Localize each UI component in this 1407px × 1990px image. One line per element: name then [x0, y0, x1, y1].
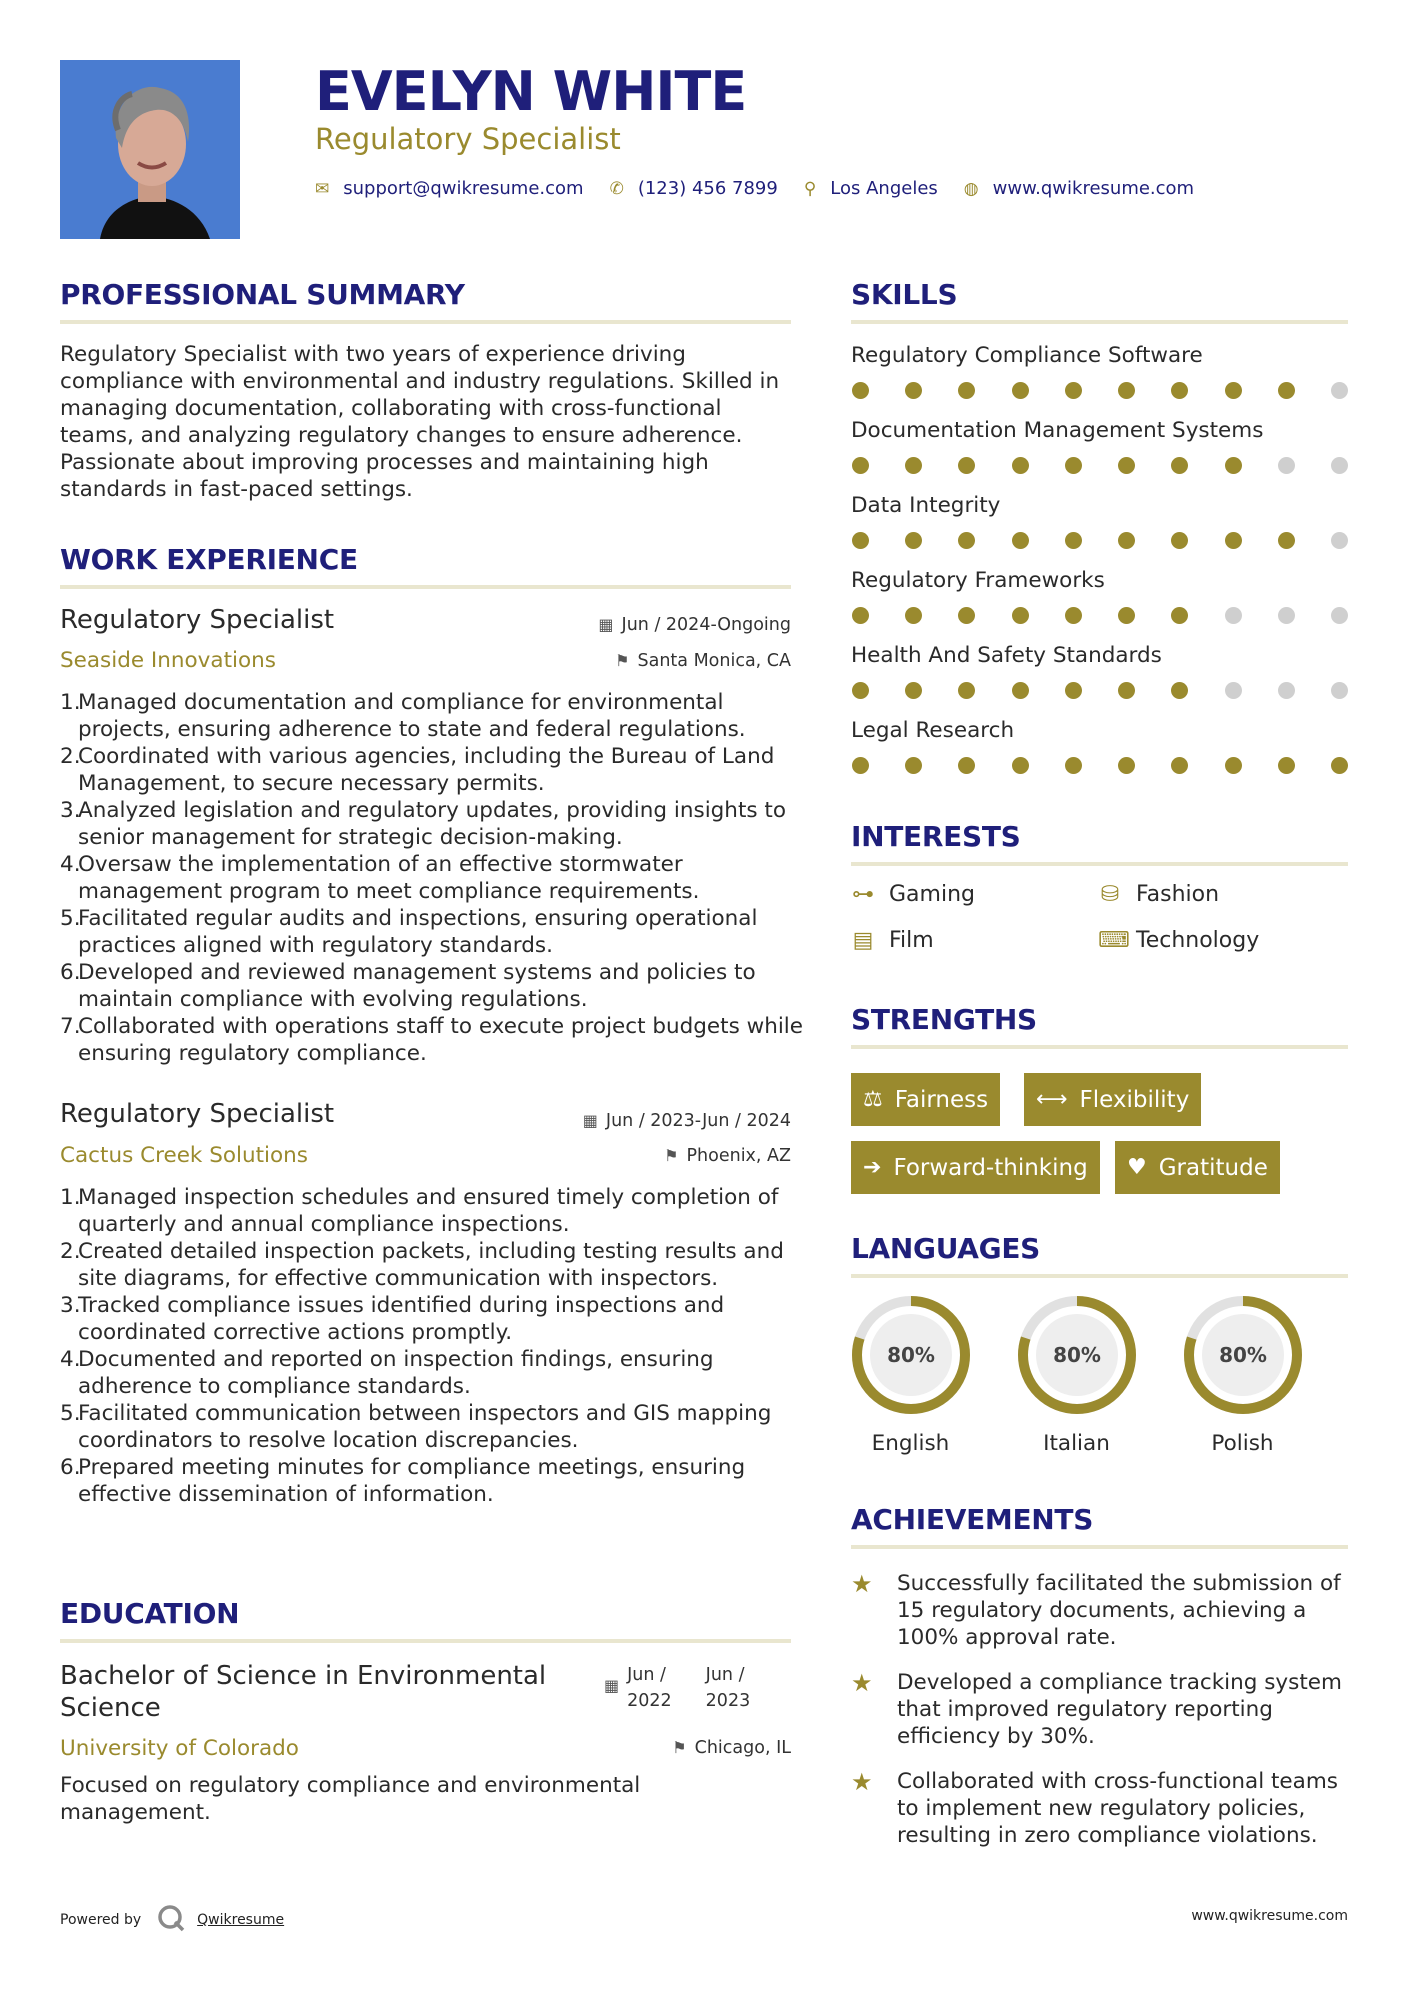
skill-dot-filled [1225, 532, 1242, 549]
envelope-icon: ✉ [315, 178, 330, 199]
language-progress-ring [1015, 1293, 1139, 1417]
strength-gratitude [1115, 1141, 1280, 1194]
list-item: Collaborated with operations staff to execute project budgets while ensuring regulatory compliance. [78, 1014, 804, 1066]
language-polish [1180, 1293, 1305, 1456]
job-2-date [583, 1111, 791, 1131]
skill-dot-filled [1278, 382, 1295, 399]
map-pin-icon: ⚲ [803, 178, 817, 199]
job-1-role: Regulatory Specialist [60, 605, 335, 635]
skill-dot-filled [852, 607, 869, 624]
interest-label: Gaming [889, 882, 975, 907]
achievement-text: Successfully facilitated the submission of 15 regulatory documents, achieving a 100% approval rate. [897, 1571, 1341, 1650]
list-item: Documented and reported on inspection findings, ensuring adherence to compliance standards. [78, 1347, 714, 1399]
gamepad-icon: ⊶ [852, 882, 874, 907]
job-2-location-text: Phoenix, AZ [686, 1146, 791, 1166]
job-1-company: Seaside Innovations [60, 648, 276, 673]
skill-dot-filled [958, 457, 975, 474]
skill-dot-filled [1171, 757, 1188, 774]
interests-divider [851, 862, 1348, 866]
interest-label: Film [889, 928, 934, 953]
candidate-name: EVELYN WHITE [315, 60, 747, 123]
education-start-month: Jun / [627, 1665, 666, 1685]
footer-site-link[interactable]: www.qwikresume.com [1191, 1908, 1348, 1924]
skill-dot-filled [1171, 532, 1188, 549]
contact-location-text: Los Angeles [830, 178, 938, 199]
skill-dot-empty [1331, 682, 1348, 699]
skill-dot-filled [1065, 532, 1082, 549]
achievement-item [851, 1669, 1347, 1750]
skill-dot-empty [1278, 682, 1295, 699]
education-heading: EDUCATION [60, 1597, 240, 1630]
education-location [672, 1738, 791, 1758]
strength-flexibility [1024, 1073, 1201, 1126]
skill-dot-filled [905, 382, 922, 399]
skill-dot-filled [1118, 532, 1135, 549]
education-location-text: Chicago, IL [694, 1738, 791, 1758]
skill-rating [852, 457, 1348, 477]
contact-website[interactable] [964, 178, 1194, 199]
education-start-year: 2022 [627, 1691, 672, 1711]
language-percent: 80% [886, 1343, 935, 1367]
achievement-text: Developed a compliance tracking system that improved regulatory reporting efficiency by 30%. [897, 1670, 1342, 1749]
skill-dot-filled [1065, 607, 1082, 624]
interest-label: Technology [1136, 928, 1260, 953]
skill-dot-filled [1118, 757, 1135, 774]
skill-dot-empty [1331, 382, 1348, 399]
skill-dot-filled [1118, 682, 1135, 699]
pushpin-icon: ⚑ [664, 1146, 679, 1165]
job-2-location [664, 1146, 791, 1166]
job-2-company: Cactus Creek Solutions [60, 1143, 309, 1168]
skill-dot-filled [1065, 757, 1082, 774]
experience-divider [60, 585, 791, 589]
experience-heading: WORK EXPERIENCE [60, 543, 358, 576]
calendar-icon: ▦ [604, 1676, 620, 1695]
skill-rating [852, 607, 1348, 627]
contact-email[interactable] [315, 178, 584, 199]
job-1-location [615, 651, 791, 671]
skill-name: Regulatory Frameworks [851, 568, 1105, 593]
skill-name: Health And Safety Standards [851, 643, 1162, 668]
skills-divider [851, 320, 1348, 324]
footer-powered [60, 1904, 284, 1936]
star-icon: ★ [851, 1768, 873, 1796]
skill-dot-empty [1331, 532, 1348, 549]
skill-dot-filled [1012, 607, 1029, 624]
language-percent: 80% [1052, 1343, 1101, 1367]
skill-dot-empty [1225, 682, 1242, 699]
skill-dot-filled [905, 532, 922, 549]
skill-name: Regulatory Compliance Software [851, 343, 1203, 368]
skill-name: Legal Research [851, 718, 1015, 743]
skill-rating [852, 682, 1348, 702]
job-2-role: Regulatory Specialist [60, 1099, 335, 1129]
contact-location [804, 178, 938, 199]
achievement-text: Collaborated with cross-functional teams to implement new regulatory policies, resulting in zero compliance violations. [897, 1769, 1338, 1848]
skill-dot-filled [1065, 682, 1082, 699]
list-item: Managed inspection schedules and ensured timely completion of quarterly and annual compliance inspections. [78, 1185, 779, 1237]
education-divider [60, 1639, 791, 1643]
skill-dot-filled [1278, 532, 1295, 549]
languages-divider [851, 1274, 1348, 1278]
strengths-heading: STRENGTHS [851, 1003, 1037, 1036]
skill-dot-filled [1171, 682, 1188, 699]
skill-dot-filled [1118, 607, 1135, 624]
strength-label: Fairness [894, 1086, 989, 1113]
skill-dot-empty [1225, 607, 1242, 624]
skill-dot-filled [958, 532, 975, 549]
skill-dot-filled [1225, 757, 1242, 774]
skill-dot-filled [852, 757, 869, 774]
calendar-icon: ▦ [582, 1111, 598, 1130]
phone-icon: ✆ [609, 178, 624, 199]
contact-bar [315, 178, 1220, 199]
contact-phone[interactable] [610, 178, 778, 199]
strength-label: Flexibility [1079, 1086, 1190, 1113]
education-degree: Bachelor of Science in Environmental Science [60, 1661, 547, 1723]
star-icon: ★ [851, 1570, 873, 1598]
interest-fashion [1098, 882, 1219, 907]
shopping-bag-icon: ⛁ [1100, 882, 1120, 907]
interest-technology [1098, 928, 1259, 953]
education-dates [604, 1662, 750, 1714]
list-item: Managed documentation and compliance for environmental projects, ensuring adherence to state and federal regulations. [78, 690, 746, 742]
skill-name: Data Integrity [851, 493, 1001, 518]
achievements-divider [851, 1545, 1348, 1549]
list-item: Created detailed inspection packets, including testing results and site diagrams, for effective communication with inspectors. [78, 1239, 784, 1291]
achievement-item [851, 1570, 1347, 1651]
language-name: Polish [1211, 1431, 1274, 1456]
skill-dot-filled [1012, 532, 1029, 549]
education-school: University of Colorado [60, 1736, 299, 1761]
skill-dot-filled [852, 532, 869, 549]
strength-label: Gratitude [1158, 1154, 1268, 1181]
qwikresume-logo-icon [157, 1904, 185, 1936]
strength-label: Forward-thinking [893, 1154, 1088, 1181]
language-progress-ring [849, 1293, 973, 1417]
arrows-horizontal-icon: ⟷ [1036, 1087, 1068, 1112]
list-item: Facilitated regular audits and inspections, ensuring operational practices aligned with regulatory standards. [78, 906, 758, 958]
contact-email-text: support@qwikresume.com [343, 178, 584, 199]
skill-dot-filled [1278, 757, 1295, 774]
skill-dot-filled [958, 607, 975, 624]
skill-dot-filled [1012, 757, 1029, 774]
skill-dot-filled [1012, 457, 1029, 474]
education-description: Focused on regulatory compliance and environmental management. [60, 1773, 641, 1825]
skill-dot-filled [905, 607, 922, 624]
interest-label: Fashion [1136, 882, 1220, 907]
skill-dot-filled [1225, 457, 1242, 474]
skill-dot-filled [1171, 382, 1188, 399]
contact-phone-text: (123) 456 7899 [637, 178, 778, 199]
skill-dot-filled [852, 682, 869, 699]
skill-dot-filled [958, 682, 975, 699]
skill-dot-empty [1331, 457, 1348, 474]
skill-dot-empty [1278, 457, 1295, 474]
language-italian [1014, 1293, 1139, 1456]
language-name: English [871, 1431, 950, 1456]
interest-gaming [851, 882, 975, 907]
education-start [627, 1662, 672, 1714]
skill-dot-filled [1012, 682, 1029, 699]
candidate-title: Regulatory Specialist [315, 122, 621, 156]
education-end-year: 2023 [705, 1691, 751, 1711]
skill-dot-filled [958, 382, 975, 399]
list-item: Tracked compliance issues identified during inspections and coordinated corrective actions promptly. [78, 1293, 725, 1345]
language-name: Italian [1043, 1431, 1110, 1456]
skill-dot-filled [958, 757, 975, 774]
summary-divider [60, 320, 791, 324]
skill-dot-filled [1118, 457, 1135, 474]
skill-dot-filled [1171, 457, 1188, 474]
footer-powered-label: Powered by [60, 1912, 142, 1928]
skill-name: Documentation Management Systems [851, 418, 1264, 443]
skill-dot-filled [1118, 382, 1135, 399]
achievement-item [851, 1768, 1347, 1849]
interest-film [851, 928, 934, 953]
skill-rating [852, 532, 1348, 552]
calendar-icon: ▦ [598, 615, 614, 634]
arrow-right-icon: ➔ [863, 1155, 882, 1180]
job-1-bullets [60, 689, 813, 1067]
list-item: Prepared meeting minutes for compliance meetings, ensuring effective dissemination of information. [78, 1455, 746, 1507]
pushpin-icon: ⚑ [672, 1738, 687, 1757]
language-english [848, 1293, 973, 1456]
list-item: Facilitated communication between inspectors and GIS mapping coordinators to resolve location discrepancies. [78, 1401, 772, 1453]
skill-rating [852, 757, 1348, 777]
skill-dot-filled [905, 757, 922, 774]
summary-text: Regulatory Specialist with two years of experience driving compliance with environmental and industry regulations. Skilled in managing documentation, collaborating with cross-functional teams, and analyzing regulatory changes to ensure adherence. Passionate about improving processes and maintaining high standards in fast-paced settings. [60, 342, 780, 502]
film-icon: ▤ [852, 928, 874, 953]
balance-scale-icon: ⚖ [863, 1087, 883, 1112]
summary-heading: PROFESSIONAL SUMMARY [60, 278, 465, 311]
laptop-icon: ⌨ [1098, 928, 1130, 953]
education-end-month: Jun / [705, 1665, 745, 1685]
skill-dot-empty [1331, 607, 1348, 624]
skill-dot-filled [1065, 457, 1082, 474]
education-end [706, 1662, 751, 1714]
achievements-heading: ACHIEVEMENTS [851, 1503, 1094, 1536]
footer-brand-link[interactable]: Qwikresume [197, 1912, 285, 1928]
pushpin-icon: ⚑ [615, 651, 630, 670]
job-1-date-text: Jun / 2024-Ongoing [621, 615, 791, 635]
language-progress-ring [1181, 1293, 1305, 1417]
skills-heading: SKILLS [851, 278, 958, 311]
skill-dot-filled [852, 382, 869, 399]
list-item: Oversaw the implementation of an effective stormwater management program to meet compliance requirements. [78, 852, 700, 904]
interests-heading: INTERESTS [851, 820, 1021, 853]
contact-website-text: www.qwikresume.com [992, 178, 1195, 199]
skill-dot-filled [1171, 607, 1188, 624]
profile-photo [60, 60, 240, 239]
list-item: Coordinated with various agencies, including the Bureau of Land Management, to secure necessary permits. [78, 744, 775, 796]
skill-dot-filled [1331, 757, 1348, 774]
skill-dot-filled [1225, 382, 1242, 399]
strengths-divider [851, 1045, 1348, 1049]
skill-dot-filled [852, 457, 869, 474]
list-item: Developed and reviewed management systems and policies to maintain compliance with evolving regulations. [78, 960, 756, 1012]
skill-dot-filled [1012, 382, 1029, 399]
list-item: Analyzed legislation and regulatory updates, providing insights to senior management for strategic decision-making. [78, 798, 786, 850]
heart-icon: ♥ [1127, 1155, 1147, 1180]
strength-fairness [851, 1073, 1000, 1126]
job-1-location-text: Santa Monica, CA [637, 651, 791, 671]
strength-forward-thinking [851, 1141, 1100, 1194]
job-1-date [598, 615, 791, 635]
language-percent: 80% [1218, 1343, 1267, 1367]
job-2-date-text: Jun / 2023-Jun / 2024 [605, 1111, 791, 1131]
globe-icon: ◍ [963, 178, 979, 199]
job-2-bullets [60, 1184, 813, 1508]
languages-heading: LANGUAGES [851, 1232, 1041, 1265]
skill-rating [852, 382, 1348, 402]
skill-dot-filled [1065, 382, 1082, 399]
skill-dot-filled [905, 682, 922, 699]
skill-dot-empty [1278, 607, 1295, 624]
skill-dot-filled [905, 457, 922, 474]
star-icon: ★ [851, 1669, 873, 1697]
